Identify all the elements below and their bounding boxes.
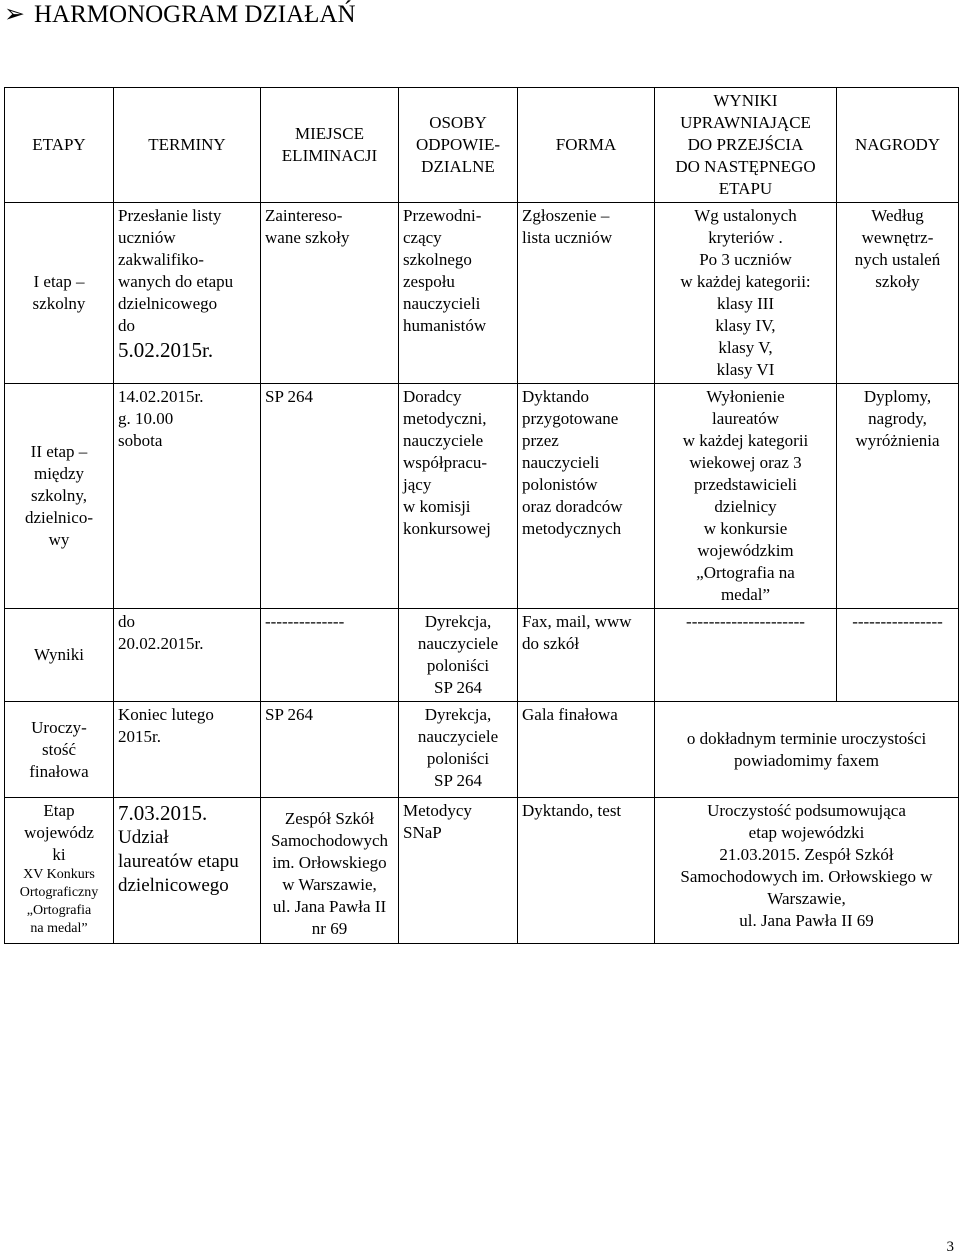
etap-small-text: XV Konkurs Ortograficzny „Ortografia na medal” <box>19 867 99 936</box>
termin-small-text: Udział laureatów etapu dzielnicowego <box>118 827 239 896</box>
cell-termin: do 20.02.2015r. <box>114 609 261 702</box>
cell-nagrody: ---------------- <box>837 609 959 702</box>
cell-etap: Wyniki <box>5 609 114 702</box>
cell-miejsce: Zespół Szkół Samochodowych im. Orłowskiego w Warszawie, ul. Jana Pawła II nr 69 <box>261 798 399 944</box>
page-number: 3 <box>946 1239 954 1255</box>
cell-etap: II etap – między szkolny, dzielnico- wy <box>5 384 114 609</box>
header-miejsce: MIEJSCE ELIMINACJI <box>261 88 399 203</box>
table-row-wyniki <box>5 609 959 702</box>
cell-wyniki: Wyłonienie laureatów w każdej kategorii wiekowej oraz 3 przedstawicieli dzielnicy w konkursie wojewódzkim „Ortografia na medal” <box>655 384 837 609</box>
cell-termin: 14.02.2015r. g. 10.00 sobota <box>114 384 261 609</box>
heading-title: HARMONOGRAM DZIAŁAŃ <box>34 1 356 28</box>
cell-nagrody: Dyplomy, nagrody, wyróżnienia <box>837 384 959 609</box>
table-row-etap-1 <box>5 203 959 384</box>
table-row-etap-wojewodzki <box>5 798 959 944</box>
cell-forma: Dyktando, test <box>518 798 655 944</box>
cell-nagrody: Według wewnętrz- nych ustaleń szkoły <box>837 203 959 384</box>
cell-merged-info: Uroczystość podsumowująca etap wojewódzki 21.03.2015. Zespół Szkół Samochodowych im. Orłowskiego w Warszawie, ul. Jana Pawła II 69 <box>655 798 959 944</box>
cell-miejsce: SP 264 <box>261 702 399 798</box>
cell-forma: Fax, mail, www do szkół <box>518 609 655 702</box>
cell-miejsce: Zaintereso- wane szkoły <box>261 203 399 384</box>
cell-etap <box>5 798 114 944</box>
cell-etap: I etap – szkolny <box>5 203 114 384</box>
cell-merged-info: o dokładnym terminie uroczystości powiadomimy faxem <box>655 702 959 798</box>
cell-osoby: Doradcy metodyczni, nauczyciele współpracu- jący w komisji konkursowej <box>399 384 518 609</box>
etap-text: Etap wojewódz ki <box>24 801 94 864</box>
cell-osoby: Dyrekcja, nauczyciele poloniści SP 264 <box>399 702 518 798</box>
termin-date: 5.02.2015r. <box>118 338 214 362</box>
arrow-bullet-icon: ➢ <box>4 1 25 28</box>
schedule-table <box>4 87 959 944</box>
header-wyniki: WYNIKI UPRAWNIAJĄCE DO PRZEJŚCIA DO NASTĘPNEGO ETAPU <box>655 88 837 203</box>
header-osoby: OSOBY ODPOWIE- DZIALNE <box>399 88 518 203</box>
cell-osoby: Dyrekcja, nauczyciele poloniści SP 264 <box>399 609 518 702</box>
cell-forma: Zgłoszenie – lista uczniów <box>518 203 655 384</box>
cell-wyniki: Wg ustalonych kryteriów . Po 3 uczniów w każdej kategorii: klasy III klasy IV, klasy V, klasy VI <box>655 203 837 384</box>
cell-forma: Gala finałowa <box>518 702 655 798</box>
cell-wyniki: --------------------- <box>655 609 837 702</box>
table-row-uroczystosc <box>5 702 959 798</box>
cell-etap: Uroczy- stość finałowa <box>5 702 114 798</box>
cell-termin <box>114 798 261 944</box>
termin-date: 7.03.2015. <box>118 801 208 825</box>
header-nagrody: NAGRODY <box>837 88 959 203</box>
header-terminy: TERMINY <box>114 88 261 203</box>
cell-forma: Dyktando przygotowane przez nauczycieli polonistów oraz doradców metodycznych <box>518 384 655 609</box>
header-forma: FORMA <box>518 88 655 203</box>
page-heading <box>4 0 356 30</box>
table-row-etap-2 <box>5 384 959 609</box>
cell-miejsce: -------------- <box>261 609 399 702</box>
cell-termin: Koniec lutego 2015r. <box>114 702 261 798</box>
cell-miejsce: SP 264 <box>261 384 399 609</box>
table-header-row <box>5 88 959 203</box>
cell-termin <box>114 203 261 384</box>
cell-osoby: Metodycy SNaP <box>399 798 518 944</box>
header-etapy: ETAPY <box>5 88 114 203</box>
cell-osoby: Przewodni- czący szkolnego zespołu nauczycieli humanistów <box>399 203 518 384</box>
termin-text: Przesłanie listy uczniów zakwalifiko- wanych do etapu dzielnicowego do <box>118 206 234 335</box>
